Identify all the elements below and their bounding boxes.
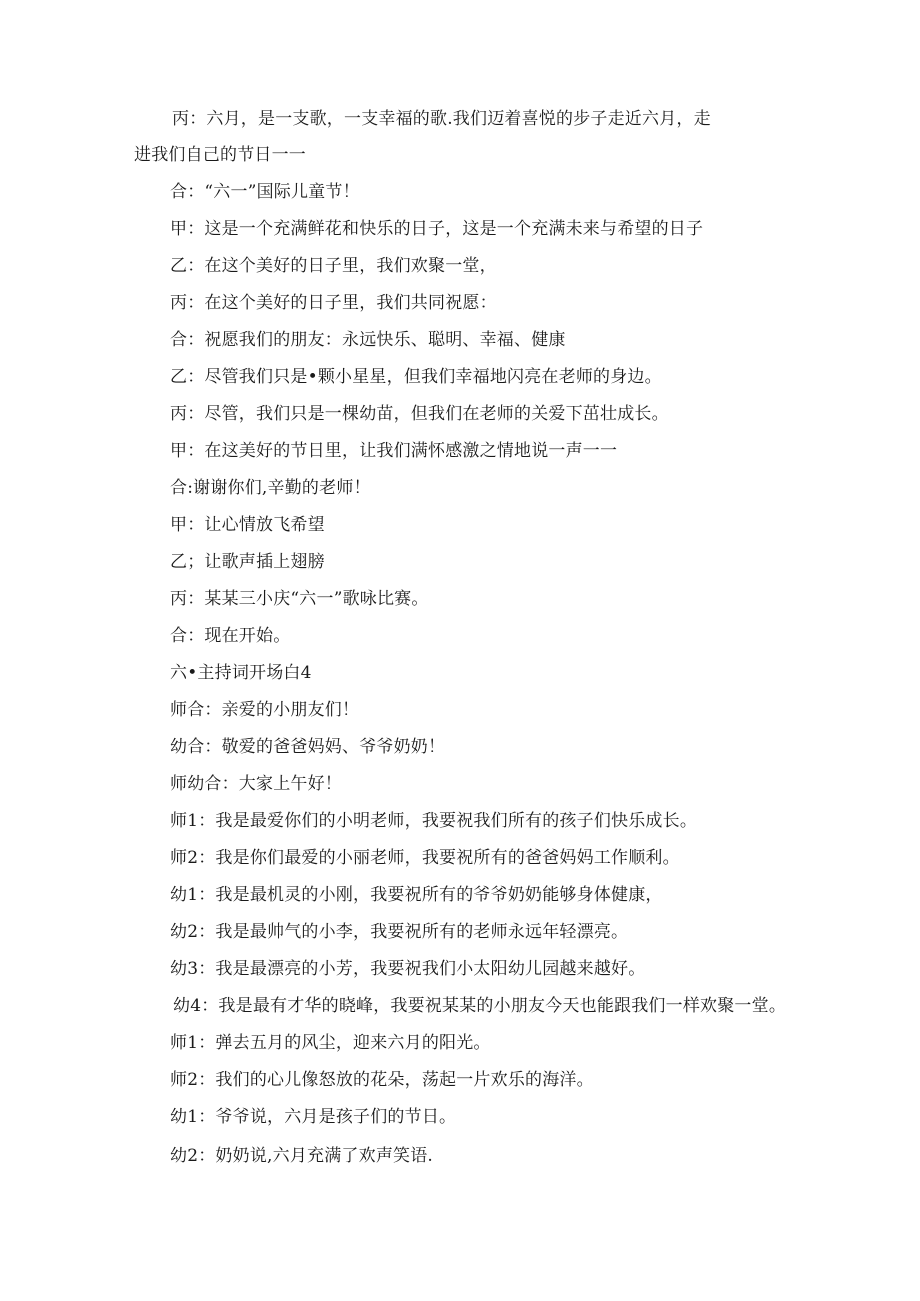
paragraph-line: 进我们自己的节日一一 [134,145,306,165]
paragraph-line: 丙：六月，是一支歌，一支幸福的歌.我们迈着喜悦的步子走近六月，走 [172,109,711,129]
paragraph-line: 甲：在这美好的节日里，让我们满怀感激之情地说一声一一 [170,441,618,461]
paragraph-line: 幼2：奶奶说,六月充满了欢声笑语. [170,1146,434,1166]
paragraph-line: 合：现在开始。 [170,626,291,646]
paragraph-line: 乙：在这个美好的日子里，我们欢聚一堂， [170,256,497,276]
paragraph-line: 幼合：敬爱的爸爸妈妈、爷爷奶奶！ [170,737,446,757]
paragraph-line: 师幼合：大家上午好！ [170,774,342,794]
paragraph-line: 师2：我们的心儿像怒放的花朵，荡起一片欢乐的海洋。 [170,1070,594,1090]
paragraph-line: 乙：尽管我们只是•颗小星星，但我们幸福地闪亮在老师的身边。 [170,367,662,387]
paragraph-line: 幼3：我是最漂亮的小芳，我要祝我们小太阳幼儿园越来越好。 [170,959,646,979]
paragraph-line: 幼4：我是最有才华的晓峰，我要祝某某的小朋友今天也能跟我们一样欢聚一堂。 [173,996,787,1016]
paragraph-line: 幼1：我是最机灵的小刚，我要祝所有的爷爷奶奶能够身体健康， [170,885,663,905]
paragraph-line: 师1：弹去五月的风尘，迎来六月的阳光。 [170,1033,491,1053]
paragraph-line: 师2：我是你们最爱的小丽老师，我要祝所有的爸爸妈妈工作顺利。 [170,848,680,868]
paragraph-line: 甲：这是一个充满鲜花和快乐的日子，这是一个充满未来与希望的日子 [170,219,704,239]
paragraph-line: 甲：让心情放飞希望 [170,515,325,535]
paragraph-line: 师1：我是最爱你们的小明老师，我要祝我们所有的孩子们快乐成长。 [170,811,698,831]
paragraph-line: 师合：亲爱的小朋友们！ [170,700,360,720]
paragraph-line: 合：祝愿我们的朋友：永远快乐、聪明、幸福、健康 [170,330,566,350]
paragraph-line: 丙：某某三小庆“六一”歌咏比赛。 [170,589,429,609]
paragraph-line: 合:谢谢你们,辛勤的老师！ [170,478,371,498]
paragraph-line: 合：“六一”国际儿童节！ [170,182,360,202]
paragraph-line: 丙：在这个美好的日子里，我们共同祝愿： [170,293,497,313]
paragraph-line: 幼2：我是最帅气的小李，我要祝所有的老师永远年轻漂亮。 [170,922,629,942]
paragraph-line: 幼1：爷爷说，六月是孩子们的节日。 [170,1107,457,1127]
paragraph-line: 乙；让歌声插上翅膀 [170,552,325,572]
section-heading: 六•主持词开场白4 [170,663,312,683]
paragraph-line: 丙：尽管，我们只是一棵幼苗，但我们在老师的关爱下茁壮成长。 [170,404,669,424]
